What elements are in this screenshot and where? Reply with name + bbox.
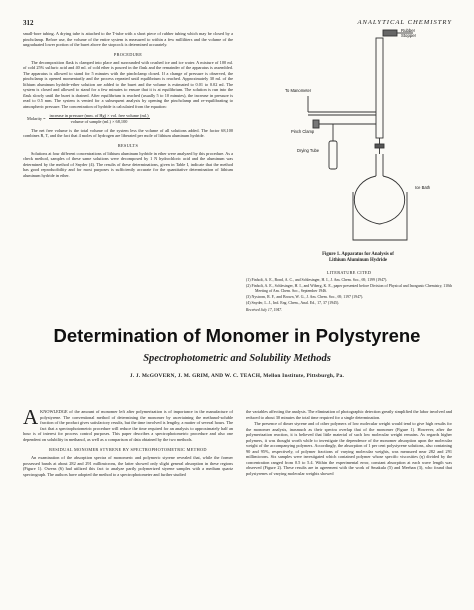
label-ice-bath: Ice Bath — [415, 185, 431, 190]
spectra-paragraph: An examination of the absorption spectra of monomeric and polymeric styrene revealed that, while the former possessed bands at about 282 and 291 millimicrons, the latter showed only slight general absorption in these regions (Figure 1). Owens (6) had utilized this fact to analyze partly polymerized styrene samples with a medium quartz spectrograph. The authors have adopted the method to a spectrophotometer and further studied — [23, 455, 233, 477]
intro-text: KNOWLEDGE of the amount of monomer left after polymerization is of importance in the manufacture of polystyrene. The conventional method of determining the monomer by ascertaining the methanol-soluble fraction of the product gives satisfactory results, but the time involved is lengthy, a matter of several hours. The fact that a spectrophotometric procedure will reduce the time required for an analysis to approximately half an hour is of interest for process control purposes. This paper describes a spectrophotometric procedure and also one dependent on solubility in methanol, as well as a comparison of data obtained by the two methods. — [23, 409, 233, 442]
literature-heading: LITERATURE CITED — [326, 270, 372, 275]
reference-4: (4) Snyder, L. J., Ind. Eng. Chem., Anal. Ed., 17, 37 (1945). — [246, 301, 340, 305]
decomposition-flask — [354, 176, 404, 224]
reference-2: (2) Finholt, A. E., Schlesinger, H. I., and Wiberg, K. E., paper presented before Division of Physical and Inorganic Chemistry, 110th Meeting of Am. Chem. Soc., September 1946. — [246, 284, 452, 293]
label-drying-tube: Drying Tube — [297, 148, 320, 153]
figure-caption-line2: Lithium Aluminum Hydride — [328, 258, 388, 263]
intro-paragraph — [23, 405, 233, 442]
variables-paragraph: the variables affecting the analysis. The elimination of photographic detection greatly simplified the labor involved and reduced to about 30 minutes the total time required for a single determination. — [246, 409, 452, 420]
buret — [376, 38, 383, 138]
dimer-paragraph: The presence of dimer styrene and of other polymers of low molecular weight would tend to give high results for the monomer analysis, inasmuch as their spectra overlap that of the monomer (Figure 1). However, after the polymerization reaction, it is believed that little material of such low molecular weight remains. As regards higher polymers, it was thought worth while to investigate the dependence of the monomer absorption upon the molecular weight of the accompanying polymers. Accordingly, the absorption of 1 per cent polystyrene solutions, also containing 90 and 95%, respectively, of polymer fractions of varying molecular weights, was measured near 282 and 291 millimicrons. Six samples were investigated which contained polymer whose specific viscosities (η) divided by the concentration ranged from 0.5 to 5.4. Within the experimental error, constant absorption at each wave length was observed (Figure 2). These results are in agreement with the work of Smakula (5) and Meehan (3), who found that polystyrenes of varying molecular weights showed — [246, 421, 452, 477]
spectro-method-heading: RESIDUAL MONOMER STYRENE BY SPECTROPHOTOMETRIC METHOD — [49, 447, 207, 453]
label-rubber-stopper-1: Rubber — [401, 28, 416, 33]
received-date: Received July 17, 1947. — [246, 308, 283, 312]
journal-name: ANALYTICAL CHEMISTRY — [357, 19, 452, 26]
formula-denominator: volume of sample (ml.) × 68,100 — [70, 119, 128, 125]
drying-tube-shape — [329, 141, 337, 169]
article-column-1 — [23, 405, 233, 477]
formula-numerator: increase in pressure (mm. of Hg) × vol. free volume (ml.) — [49, 112, 149, 118]
label-pinch-clamp: Pinch Clamp — [291, 129, 315, 134]
formula-lhs: Molarity = — [27, 115, 46, 121]
pinch-clamp-shape — [313, 120, 319, 128]
label-to-manometer: To Manometer — [285, 88, 312, 93]
article-subtitle: Spectrophotometric and Solubility Methods — [143, 353, 331, 364]
article-authors: J. J. McGOVERN, J. M. GRIM, AND W. C. TEACH, Mellon Institute, Pittsburgh, Pa. — [129, 373, 345, 379]
results-heading: RESULTS — [117, 142, 139, 148]
dropcap: A — [23, 405, 39, 429]
paragraph-apparatus: small-bore tubing. A drying tube is attached to the T-tube with a short piece of rubber tubing which may be closed by a pinchclamp. Before use, the volume of the entire system is measured to within a few milliliters and the volume of the ungraduated lower portion of the buret above the stopcock is determined accurately. — [23, 31, 233, 48]
left-column-top — [23, 31, 233, 178]
apparatus-figure — [243, 26, 453, 248]
article-title-block — [0, 325, 474, 379]
stopcock — [375, 144, 384, 148]
figure-caption — [258, 252, 458, 264]
reference-1: (1) Finholt, A. E., Bond, A. C., and Schlesinger, H. I., J. Am. Chem. Soc., 69, 1199 (1947). — [246, 278, 388, 282]
rubber-stopper-shape — [383, 30, 397, 36]
paragraph-procedure: The decomposition flask is clamped into place and surrounded with crushed ice and ice water. A mixture of 100 ml. of cold 25% sulfuric acid and 40 ml. of cold ether is poured in the flask and the remainder of the apparatus is assembled. The apparatus is allowed to stand for 5 minutes with the pinchclamp closed. If a change of pressure is observed, the pinchclamp is opened momentarily and the process repeated until equilibrium is reached. Approximately 30 ml. of the lithium aluminum hydride-ether solution are added to the buret and the volume is estimated to 0.01 to 0.02 ml. The system is closed and allowed to stand for a few minutes to ensure that it is at equilibrium. The solution is run into the flask slowly until the buret is drained. After equilibrium is reached (usually 5 to 10 minutes), the increase in pressure is read to 0.5 mm. The system is vented for a subsequent analysis by opening the pinchclamp and re-equilibrating to atmospheric pressure. The concentration of hydride is calculated from the equation: — [23, 59, 233, 110]
article-column-2 — [246, 409, 452, 477]
label-rubber-stopper-2: Stopper — [401, 33, 417, 38]
paragraph-results: Solutions at four different concentrations of lithium aluminum hydride in ether were analyzed by this procedure. As a check method, samples of these same solutions were decomposed by 1 N hydrochloric acid and the aluminum was determined by the method of Snyder (4). The results of these determinations, given in Table I, indicate that the method has good reproducibility and for most purposes is sufficiently accurate for the quantitative determination of lithium aluminum hydride in ether. — [23, 150, 233, 178]
procedure-heading: PROCEDURE — [113, 51, 143, 57]
article-title: Determination of Monomer in Polystyrene — [53, 325, 421, 346]
literature-cited — [246, 270, 452, 314]
molarity-formula — [27, 113, 233, 125]
figure-caption-title: Figure 1. Apparatus for Analysis of — [322, 252, 394, 257]
paragraph-free-volume: The net free volume is the total volume of the system less the volume of all solutions added. The factor 68,100 combines R, T, and the fact that 4 moles of hydrogen are liberated per mole of lithium aluminum hydride. — [23, 127, 233, 139]
reference-3: (3) Nystrom, R. F., and Brown, W. G., J. Am. Chem. Soc., 69, 1197 (1947). — [246, 295, 364, 299]
page-number: 312 — [23, 19, 34, 27]
